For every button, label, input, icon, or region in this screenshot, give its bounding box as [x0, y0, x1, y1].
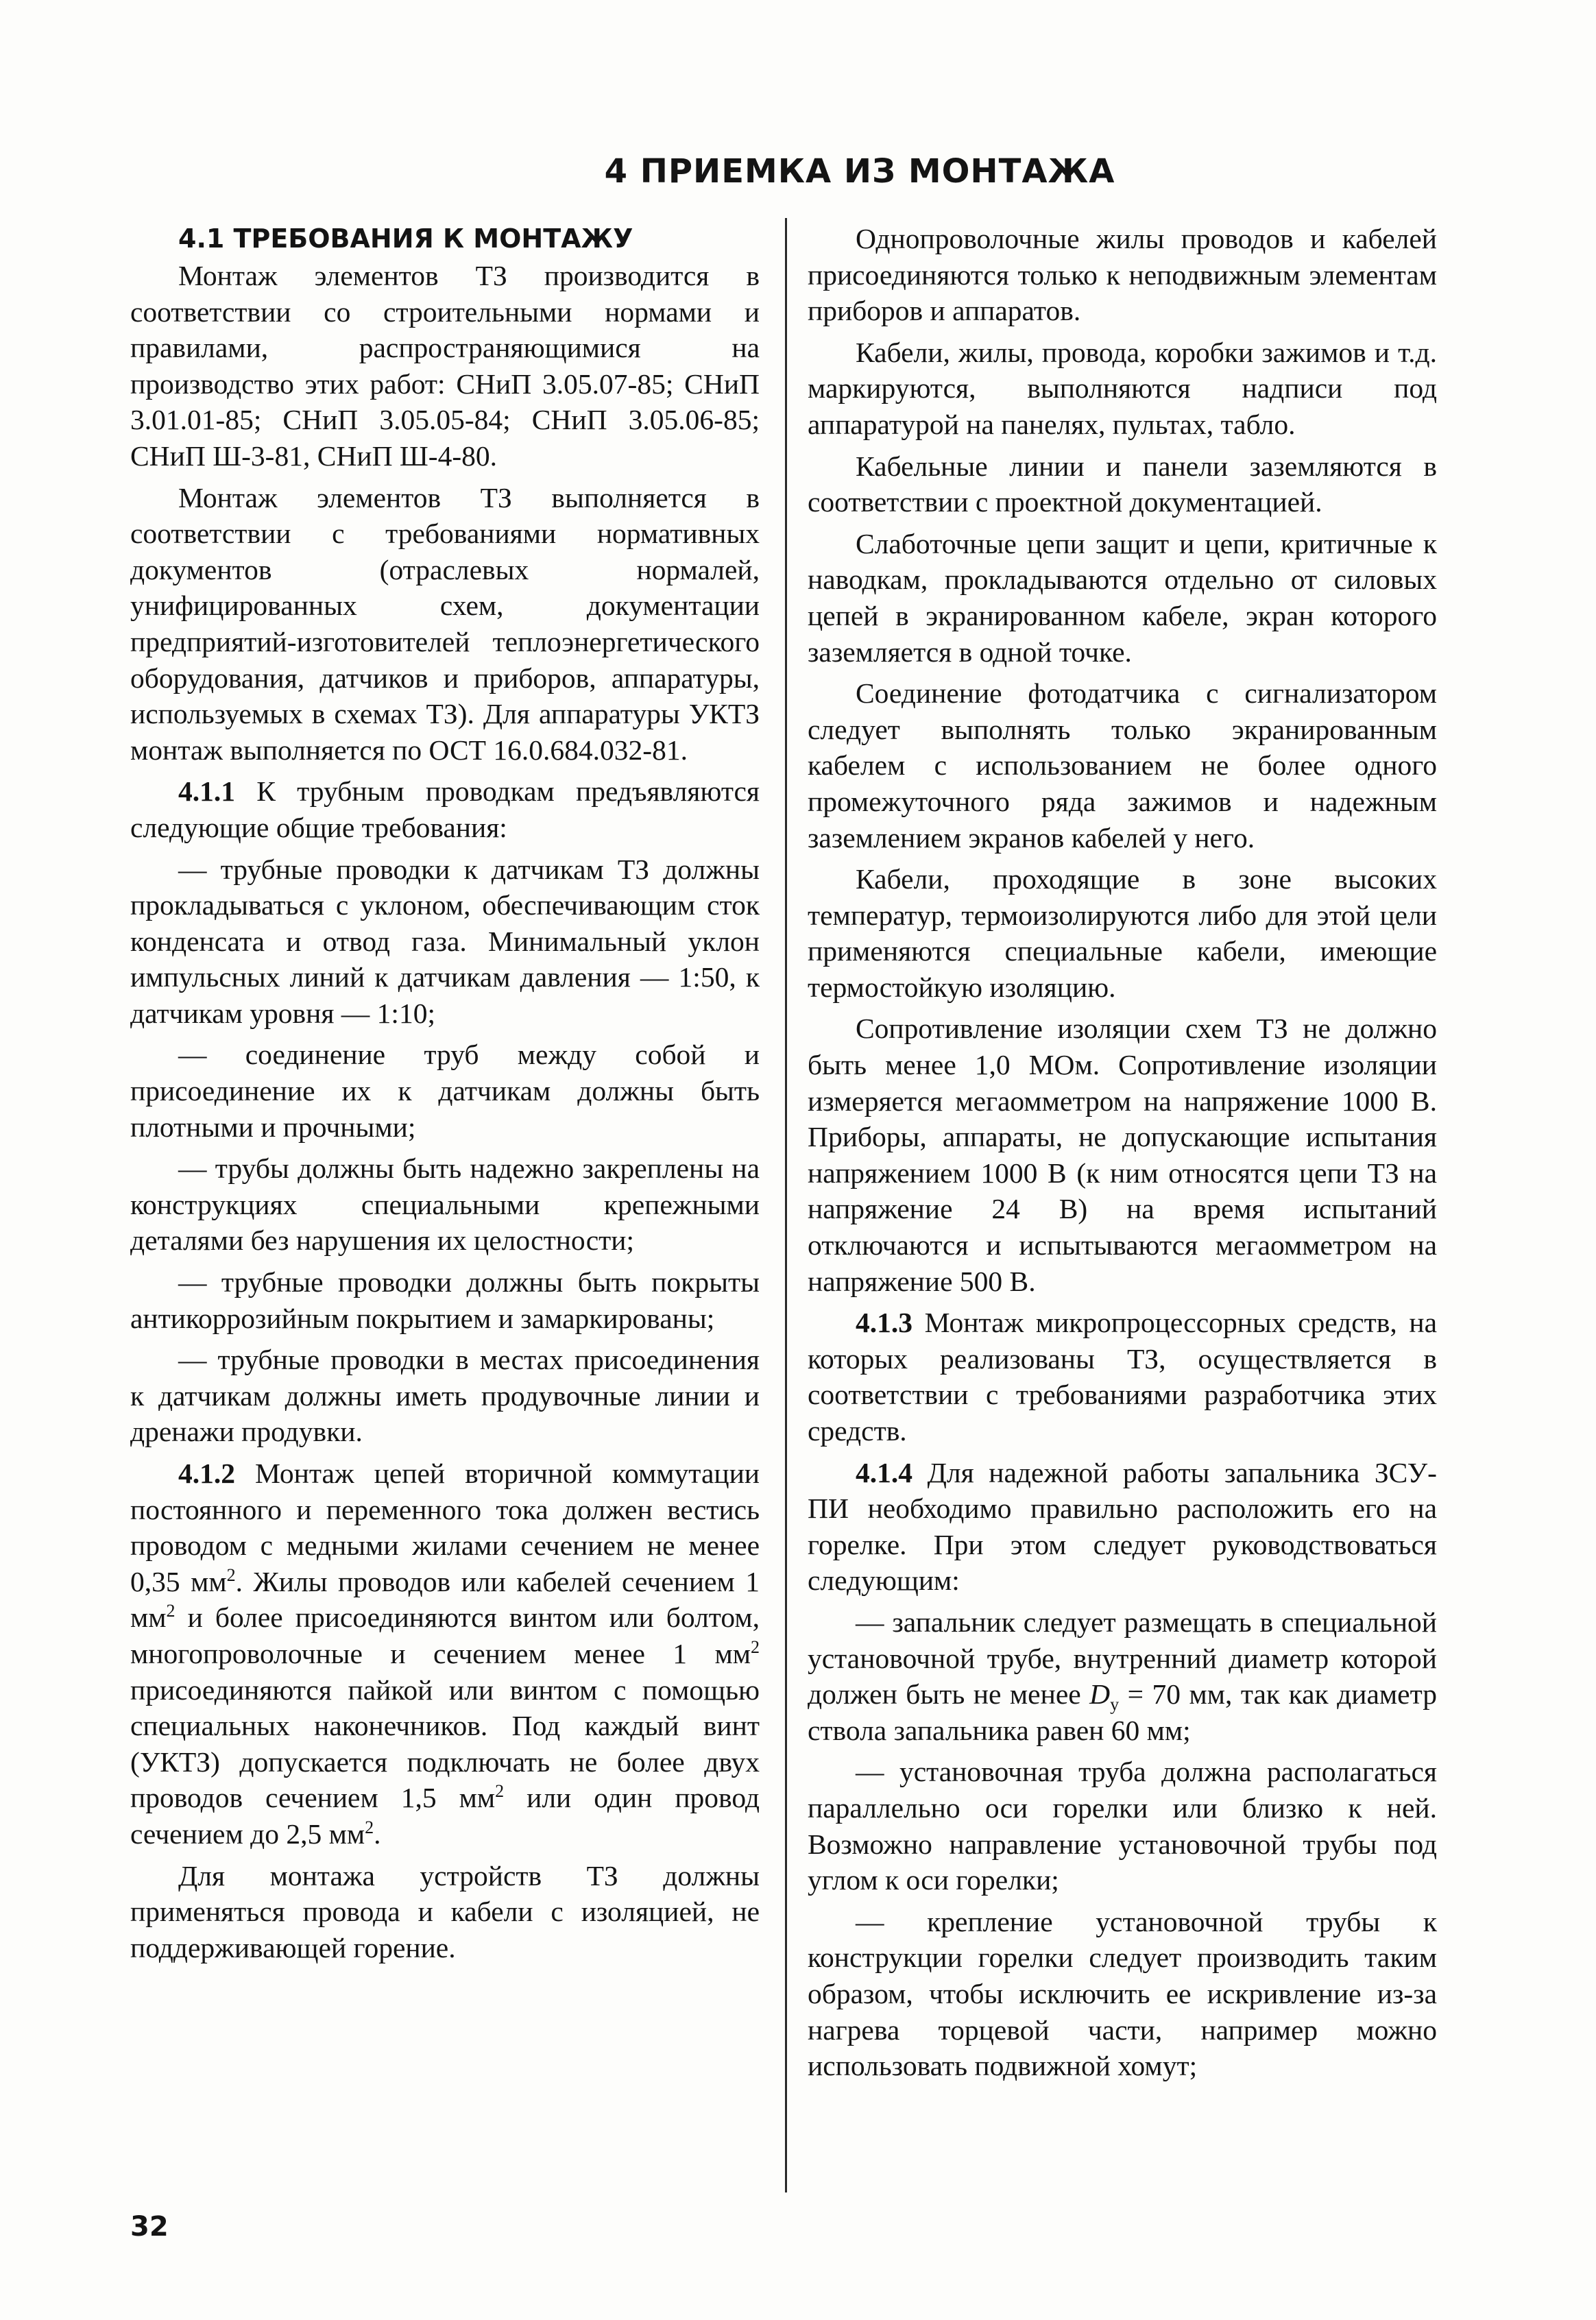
- page-number: 32: [130, 2211, 169, 2243]
- list-item: — трубные проводки в местах присоединения к датчикам должны иметь продувочные линии и дренажи продувки.: [130, 1344, 760, 1448]
- paragraph: Для монтажа устройств ТЗ должны применяться провода и кабели с изоляцией, не поддерживающей горение.: [130, 1859, 760, 1963]
- list-item: — установочная труба должна располагаться параллельно оси горелки или близко к ней. Возможно направление установочной трубы под углом к оси горелки;: [808, 1756, 1437, 1896]
- list-item: [808, 1604, 1437, 1748]
- paragraph: Монтаж элементов ТЗ выполняется в соответствии с требованиями нормативных документов (отраслевых нормалей, унифицированных схем, документации предприятий-изготовителей теплоэнергетического оборудования, датчиков и приборов, аппаратуры, используемых в схемах ТЗ). Для аппаратуры УКТЗ монтаж выполняется по ОСТ 16.0.684.032-81.: [130, 481, 760, 766]
- list-item: — трубы должны быть надежно закреплены на конструкциях специальными крепежными деталями без нарушения их целостности;: [130, 1152, 760, 1257]
- superscript: 2: [365, 1817, 374, 1837]
- clause-number: 4.1.2: [178, 1458, 235, 1489]
- subscript: y: [1110, 1694, 1120, 1715]
- right-column: [808, 221, 1437, 2090]
- paragraph: Кабельные линии и панели заземляются в соответствии с проектной документацией.: [808, 450, 1437, 518]
- superscript: 2: [226, 1564, 236, 1585]
- paragraph: [130, 773, 760, 845]
- paragraph: Соединение фотодатчика с сигнализатором следует выполнять только экранированным кабелем с использованием не более одного промежуточного ряда зажимов и надежным заземлением экранов кабелей у него.: [808, 677, 1437, 854]
- clause-text: присоединяются пайкой или винтом с помощью специальных наконечников. Под каждый винт (УКТЗ) допускается подключать не более двух проводов сечением 1,5 мм: [130, 1673, 760, 1814]
- clause-text: Для надежной работы запальника ЗСУ-ПИ необходимо правильно расположить его на горелке. При этом следует руководствоваться следующим:: [808, 1456, 1437, 1597]
- superscript: 2: [495, 1781, 505, 1802]
- clause-text: = 70 мм, так как диаметр ствола запальника равен 60 мм;: [808, 1678, 1437, 1746]
- clause-number: 4.1.3: [856, 1307, 912, 1339]
- list-item: — трубные проводки должны быть покрыты антикоррозийным покрытием и замаркированы;: [130, 1266, 760, 1334]
- symbol-d: D: [1089, 1678, 1111, 1711]
- paragraph: Однопроволочные жилы проводов и кабелей присоединяются только к неподвижным элементам приборов и аппаратов.: [808, 223, 1437, 327]
- paragraph: Монтаж элементов ТЗ производится в соответствии со строительными нормами и правилами, распространяющимися на производство этих работ: СНиП 3.05.07-85; СНиП 3.01.01-85; СНиП 3.05.05-84; СНиП 3.05.06-85; СНиП Ш-3-81, СНиП Ш-4-80.: [130, 260, 760, 472]
- paragraph: Кабели, проходящие в зоне высоких температур, термоизолируются либо для этой цели применяются специальные кабели, имеющие термостойкую изоляцию.: [808, 863, 1437, 1003]
- section-title: 4.1 ТРЕБОВАНИЯ К МОНТАЖУ: [178, 223, 633, 254]
- clause-text: .: [374, 1817, 381, 1850]
- clause-text: . Жилы проводов или кабелей сечением 1 мм: [130, 1565, 760, 1634]
- clause-text: Монтаж цепей вторичной коммутации постоянного и переменного тока должен вестись проводом с медными жилами сечением не менее 0,35 мм: [130, 1458, 760, 1597]
- paragraph: [808, 1455, 1437, 1599]
- superscript: 2: [166, 1601, 176, 1621]
- left-column: [130, 221, 760, 1971]
- list-item: — крепление установочной трубы к конструкции горелки следует производить таким образом, чтобы исключить ее искривление из-за нагрева торцевой части, например можно использовать подвижной хомут;: [808, 1905, 1437, 2082]
- clause-number: 4.1.1: [178, 775, 235, 808]
- list-item: — трубные проводки к датчикам ТЗ должны прокладываться с уклоном, обеспечивающим сток конденсата и отвод газа. Минимальный уклон импульсных линий к датчикам давления — 1:50, к датчикам уровня — 1:10;: [130, 853, 760, 1029]
- superscript: 2: [751, 1636, 760, 1657]
- paragraph: Слаботочные цепи защит и цепи, критичные к наводкам, прокладываются отдельно от силовых цепей в экранированном кабеле, экран которого заземляется в одной точке.: [808, 527, 1437, 668]
- paragraph: [808, 1305, 1437, 1449]
- list-item: — соединение труб между собой и присоединение их к датчикам должны быть плотными и прочными;: [130, 1039, 760, 1143]
- clause-text: К трубным проводкам предъявляются следующие общие требования:: [130, 775, 760, 843]
- clause-text: или один провод сечением до 2,5 мм: [130, 1782, 760, 1850]
- clause-text: — запальник следует размещать в специальной установочной трубе, внутренний диаметр которой должен быть не менее: [808, 1606, 1437, 1711]
- clause-number: 4.1.4: [856, 1456, 912, 1488]
- column-divider: [785, 218, 787, 2192]
- clause-text: и более присоединяются винтом или болтом, многопроволочные и сечением менее 1 мм: [130, 1602, 760, 1669]
- chapter-title: 4 ПРИЕМКА ИЗ МОНТАЖА: [604, 152, 1115, 191]
- paragraph: Сопротивление изоляции схем ТЗ не должно быть менее 1,0 МОм. Сопротивление изоляции измеряется мегаомметром на напряжение 1000 В. Приборы, аппараты, не допускающие испытания напряжением 1000 В (к ним относятся цепи ТЗ на напряжение 24 В) на время испытаний отключаются и испытываются мегаомметром на напряжение 500 В.: [808, 1013, 1437, 1297]
- paragraph: [130, 1455, 760, 1852]
- clause-text: Монтаж микропроцессорных средств, на которых реализованы ТЗ, осуществляется в соответствии с требованиями разработчика этих средств.: [808, 1307, 1437, 1447]
- paragraph: Кабели, жилы, провода, коробки зажимов и т.д. маркируются, выполняются надписи под аппаратурой на панелях, пультах, табло.: [808, 336, 1437, 440]
